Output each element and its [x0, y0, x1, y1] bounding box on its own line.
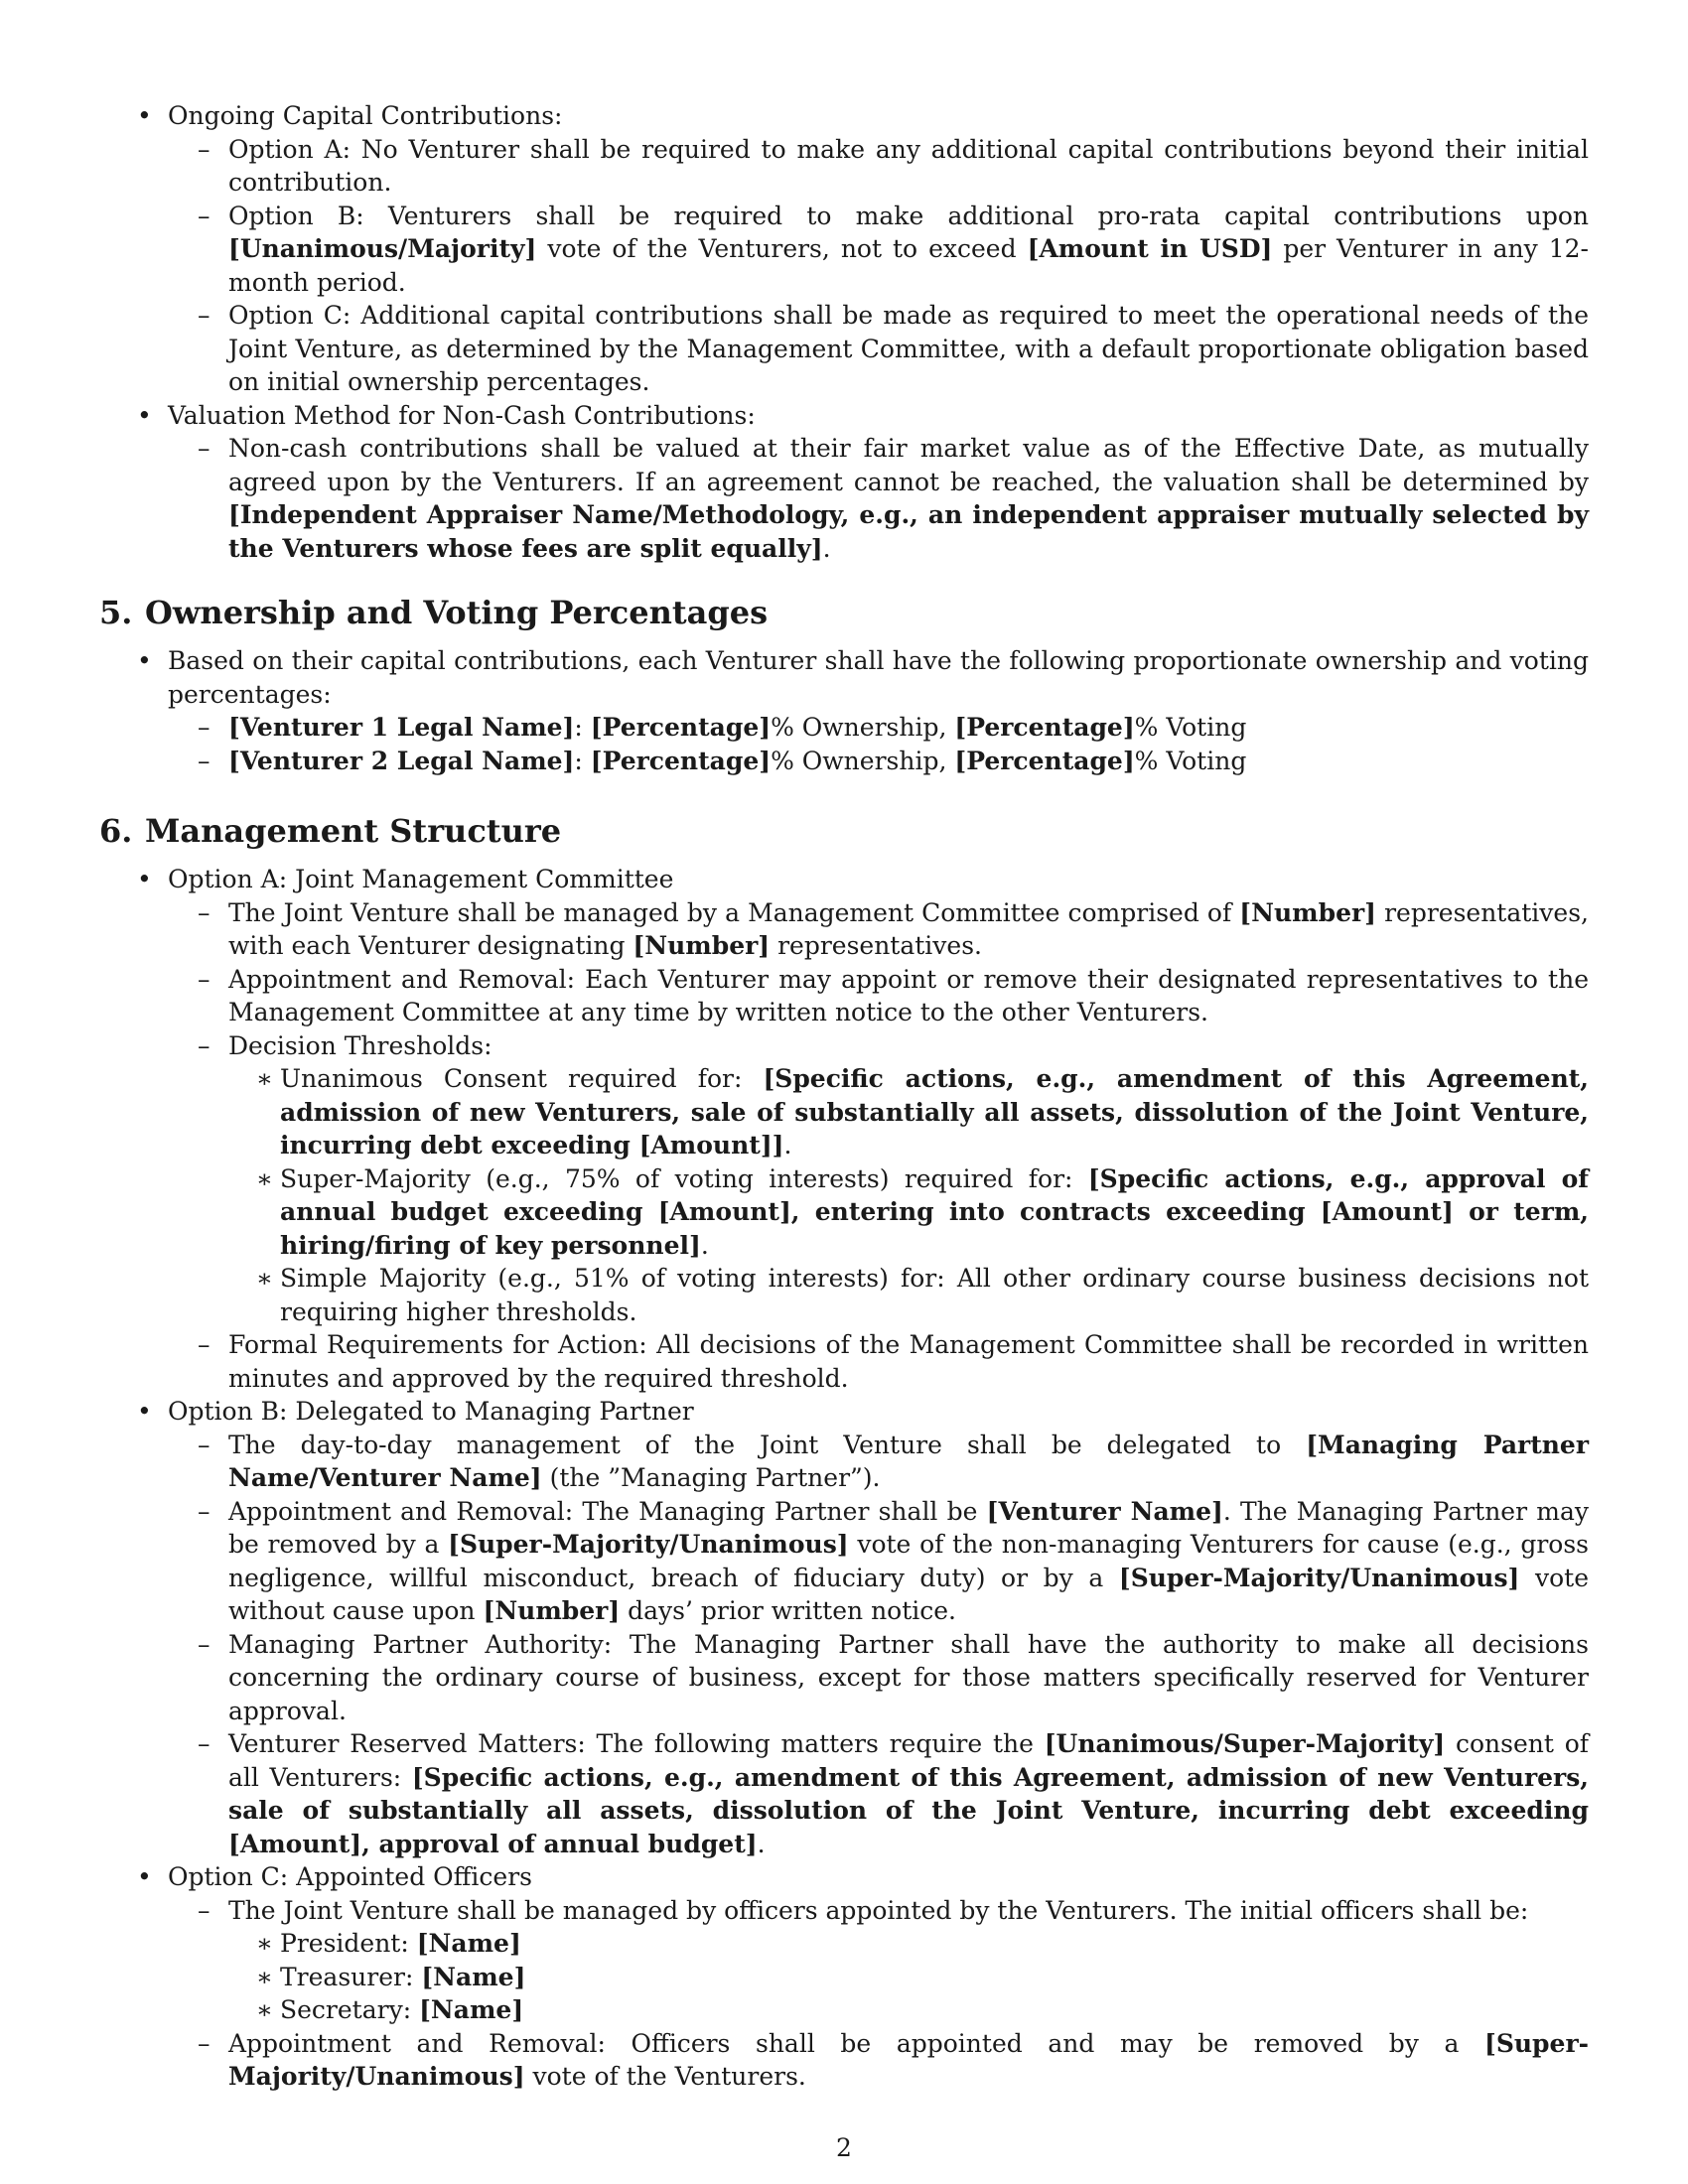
section-heading: 6. Management Structure: [99, 812, 562, 850]
list-item: – [Venturer 1 Legal Name]: [Percentage]% Ownership, [Percentage]% Voting: [168, 711, 1589, 745]
placeholder: [Amount in USD]: [1027, 234, 1273, 263]
placeholder: [Unanimous/Majority]: [228, 234, 537, 263]
list-item: ∗ Simple Majority (e.g., 51% of voting interests) for: All other ordinary course business decisions not requiring higher thresholds.: [228, 1262, 1589, 1328]
list-item: – Managing Partner Authority: The Managing Partner shall have the authority to make all decisions concerning the ordinary course of business, except for those matters specifically reserved for Venturer approval.: [168, 1628, 1589, 1728]
list-item: – Appointment and Removal: The Managing Partner shall be [Venturer Name]. The Managing Partner may be removed by a [Super-Majority/Unanimous] vote of the non-managing Venturers for cause (e.g., gross negligence, willful misconduct, breach of fiduciary duty) or by a [Super-Majority/Unanimous] vote without cause upon [Number] days’ prior written notice.: [168, 1495, 1589, 1628]
list-item: – Venturer Reserved Matters: The following matters require the [Unanimous/Super-Majority] consent of all Venturers: [Specific actions, e.g., amendment of this Agreement, admission of new Venturers, sale of substantially all assets, dissolution of the Joint Venture, incurring debt exceeding [Amount], approval of annual budget].: [168, 1727, 1589, 1860]
placeholder: [Independent Appraiser Name/Methodology, e.g., an independent appraiser mutually selected by the Venturers whose fees are split equally]: [228, 500, 1589, 563]
list-item: • Option B: Delegated to Managing Partner – The day-to-day management of the Joint Venture shall be delegated to [Managing Partner Name/Venturer Name] (the ”Managing Partner”). – Appointment and Removal: The Managing Partner shall be [Venturer Name]. The Managing Partner may be removed by a [Super-Majority/Unanimous] vote of the non-managing Venturers for cause (e.g., gross negligence, willful misconduct, breach of fiduciary duty) or by a [Super-Majority/Unanimous] vote without cause upon [Number] days’ prior written notice. – Managing Partner Authority: The Managing Partner shall have the authority to make all decisions concerning the ordinary course of business, except for those matters specifically reserved for Venturer approval. – Venturer Reserved Matters: The following matters require the [Unanimous/Super-Majority] consent of all Venturers: [Specific actions, e.g., amendment of this Agreement, admission of new Venturers, sale of substantially all assets, dissolution of the Joint Venture, incurring debt exceeding [Amount], approval of annual budget].: [99, 1395, 1589, 1860]
list-item: – Option A: No Venturer shall be required to make any additional capital contributions beyond their initial contribution.: [168, 133, 1589, 200]
ownership-list: [99, 644, 1589, 777]
list-item: – The Joint Venture shall be managed by officers appointed by the Venturers. The initial officers shall be: ∗ President: [Name] ∗ Treasurer: [Name] ∗ Secretary: [Name]: [168, 1894, 1589, 2027]
list-item: • Valuation Method for Non-Cash Contributions: – Non-cash contributions shall be valued at their fair market value as of the Effective Date, as mutually agreed upon by the Venturers. If an agreement cannot be reached, the valuation shall be determined by [Independent Appraiser Name/Methodology, e.g., an independent appraiser mutually selected by the Venturers whose fees are split equally].: [99, 399, 1589, 566]
list-item: – Decision Thresholds: ∗ Unanimous Consent required for: [Specific actions, e.g., amendment of this Agreement, admission of new Venturers, sale of substantially all assets, dissolution of the Joint Venture, incurring debt exceeding [Amount]]. ∗ Super-Majority (e.g., 75% of voting interests) required for: [Specific actions, e.g., approval of annual budget exceeding [Amount], entering into contracts exceeding [Amount] or term, hiring/firing of key personnel]. ∗ Simple Majority (e.g., 51% of voting interests) for: All other ordinary course business decisions not requiring higher thresholds.: [168, 1029, 1589, 1329]
list-item: ∗ Unanimous Consent required for: [Specific actions, e.g., amendment of this Agreement, admission of new Venturers, sale of substantially all assets, dissolution of the Joint Venture, incurring debt exceeding [Amount]].: [228, 1062, 1589, 1162]
list-item: • Based on their capital contributions, each Venturer shall have the following proportionate ownership and voting percentages: – [Venturer 1 Legal Name]: [Percentage]% Ownership, [Percentage]% Voting – [Venturer 2 Legal Name]: [Percentage]% Ownership, [Percentage]% Voting: [99, 644, 1589, 777]
list-item: – Formal Requirements for Action: All decisions of the Management Committee shall be recorded in written minutes and approved by the required threshold.: [168, 1328, 1589, 1395]
list-item: ∗ Treasurer: [Name]: [228, 1961, 1589, 1994]
section-heading: 5. Ownership and Voting Percentages: [99, 594, 769, 631]
document-page: [99, 99, 1589, 2094]
list-item: • Option C: Appointed Officers – The Joint Venture shall be managed by officers appointed by the Venturers. The initial officers shall be: ∗ President: [Name] ∗ Treasurer: [Name] ∗ Secretary: [Name] – Appointment and Removal: Officers shall be appointed and may be removed by a [Super-Majority/Unanimous] vote of the Venturers.: [99, 1860, 1589, 2094]
list-item: – The day-to-day management of the Joint Venture shall be delegated to [Managing Partner Name/Venturer Name] (the ”Managing Partner”).: [168, 1429, 1589, 1495]
list-item: ∗ Secretary: [Name]: [228, 1993, 1589, 2027]
list-item: – The Joint Venture shall be managed by a Management Committee comprised of [Number] representatives, with each Venturer designating [Number] representatives.: [168, 896, 1589, 963]
list-item: – Option C: Additional capital contributions shall be made as required to meet the operational needs of the Joint Venture, as determined by the Management Committee, with a default proportionate obligation based on initial ownership percentages.: [168, 299, 1589, 399]
list-item: – [Venturer 2 Legal Name]: [Percentage]% Ownership, [Percentage]% Voting: [168, 745, 1589, 778]
page-number: 2: [836, 2133, 852, 2162]
capital-contributions-list: [99, 99, 1589, 565]
list-item: – Appointment and Removal: Officers shall be appointed and may be removed by a [Super-Majority/Unanimous] vote of the Venturers.: [168, 2027, 1589, 2094]
list-item: ∗ Super-Majority (e.g., 75% of voting interests) required for: [Specific actions, e.g., approval of annual budget exceeding [Amount], entering into contracts exceeding [Amount] or term, hiring/firing of key personnel].: [228, 1162, 1589, 1263]
list-item: – Non-cash contributions shall be valued at their fair market value as of the Effective Date, as mutually agreed upon by the Venturers. If an agreement cannot be reached, the valuation shall be determined by [Independent Appraiser Name/Methodology, e.g., an independent appraiser mutually selected by the Venturers whose fees are split equally].: [168, 432, 1589, 565]
list-item: • Ongoing Capital Contributions: – Option A: No Venturer shall be required to make any additional capital contributions beyond their initial contribution. – Option B: Venturers shall be required to make additional pro-rata capital contributions upon [Unanimous/Majority] vote of the Venturers, not to exceed [Amount in USD] per Venturer in any 12-month period. – Option C: Additional capital contributions shall be made as required to meet the operational needs of the Joint Venture, as determined by the Management Committee, with a default proportionate obligation based on initial ownership percentages.: [99, 99, 1589, 399]
list-item: ∗ President: [Name]: [228, 1927, 1589, 1961]
list-item: • Option A: Joint Management Committee – The Joint Venture shall be managed by a Management Committee comprised of [Number] representatives, with each Venturer designating [Number] representatives. – Appointment and Removal: Each Venturer may appoint or remove their designated representatives to the Management Committee at any time by written notice to the other Venturers. – Decision Thresholds: ∗ Unanimous Consent required for: [Specific actions, e.g., amendment of this Agreement, admission of new Venturers, sale of substantially all assets, dissolution of the Joint Venture, incurring debt exceeding [Amount]]. ∗ Super-Majority (e.g., 75% of voting interests) required for: [Specific actions, e.g., approval of annual budget exceeding [Amount], entering into contracts exceeding [Amount] or term, hiring/firing of key personnel]. ∗ Simple Majority (e.g., 51% of voting interests) for: All other ordinary course business decisions not requiring higher thresholds. – Formal Requirements for Action: All decisions of the Management Committee shall be recorded in written minutes and approved by the required threshold.: [99, 863, 1589, 1395]
management-list: [99, 863, 1589, 2094]
list-item: – Option B: Venturers shall be required to make additional pro-rata capital contributions upon [Unanimous/Majority] vote of the Venturers, not to exceed [Amount in USD] per Venturer in any 12-month period.: [168, 200, 1589, 300]
list-item: – Appointment and Removal: Each Venturer may appoint or remove their designated representatives to the Management Committee at any time by written notice to the other Venturers.: [168, 963, 1589, 1029]
